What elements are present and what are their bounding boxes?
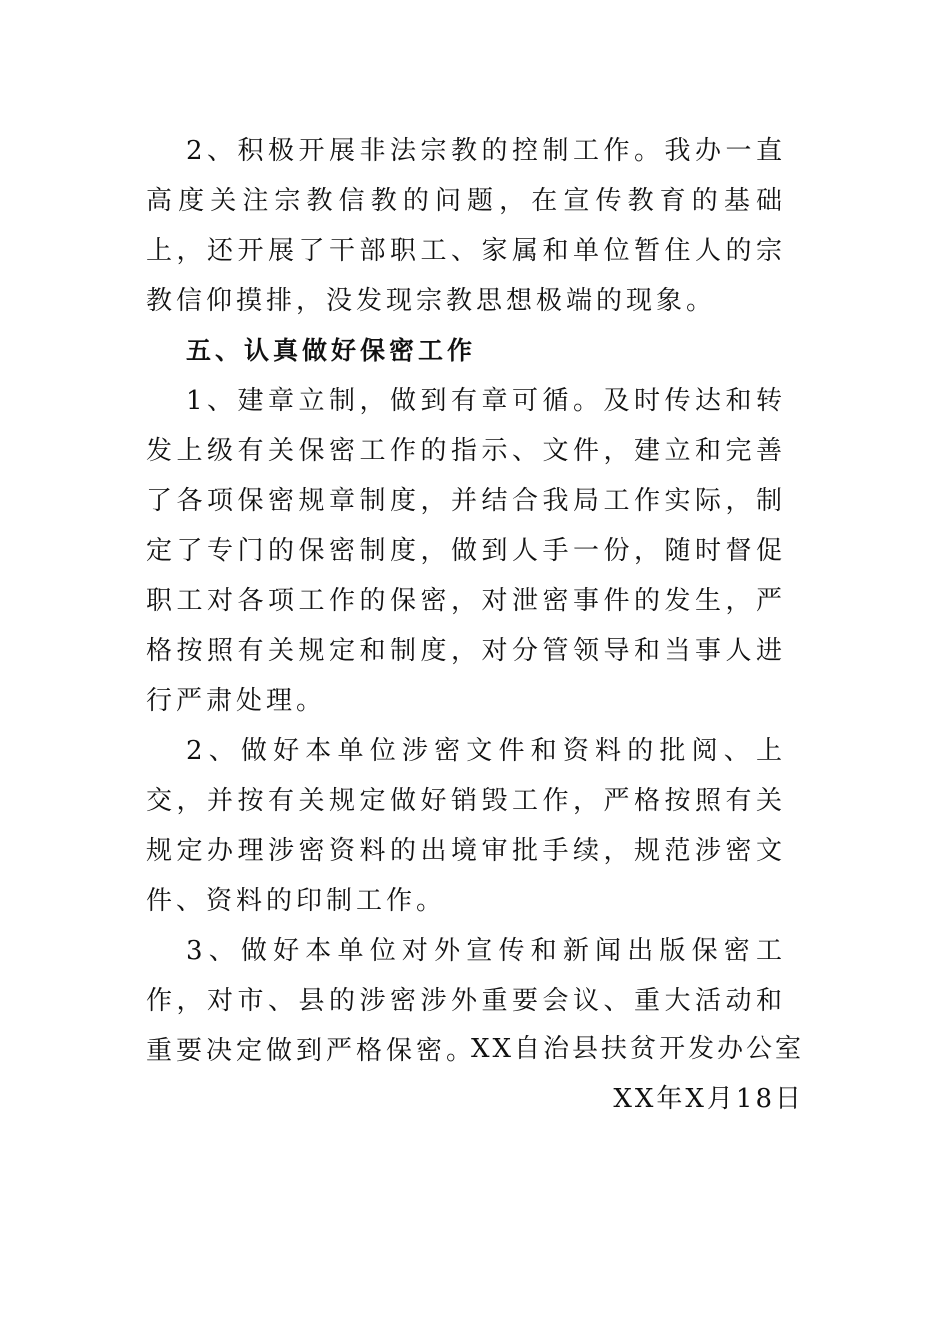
- signature-date: XX年X月18日: [613, 1084, 804, 1114]
- paragraph-publicity-confidentiality: 3、做好本单位对外宣传和新闻出版保密工作，对市、县的涉密涉外重要会议、重大活动和重要决定做到严格保密。: [146, 936, 786, 1066]
- paragraph-religion-control: 2、积极开展非法宗教的控制工作。我办一直高度关注宗教信教的问题，在宣传教育的基础上，还开展了干部职工、家属和单位暂住人的宗教信仰摸排，没发现宗教思想极端的现象。: [146, 136, 786, 316]
- document-body: [146, 126, 786, 1076]
- paragraph-confidentiality-rules: 1、建章立制，做到有章可循。及时传达和转发上级有关保密工作的指示、文件，建立和完善了各项保密规章制度，并结合我局工作实际，制定了专门的保密制度，做到人手一份，随时督促职工对各项工作的保密，对泄密事件的发生，严格按照有关规定和制度，对分管领导和当事人进行严肃处理。: [146, 386, 786, 716]
- paragraph-classified-documents: 2、做好本单位涉密文件和资料的批阅、上交，并按有关规定做好销毁工作，严格按照有关规定办理涉密资料的出境审批手续，规范涉密文件、资料的印制工作。: [146, 736, 786, 916]
- section-heading-confidentiality: 五、认真做好保密工作: [186, 336, 477, 365]
- signature-organization: XX自治县扶贫开发办公室: [470, 1034, 804, 1064]
- signature-block: [471, 1024, 804, 1124]
